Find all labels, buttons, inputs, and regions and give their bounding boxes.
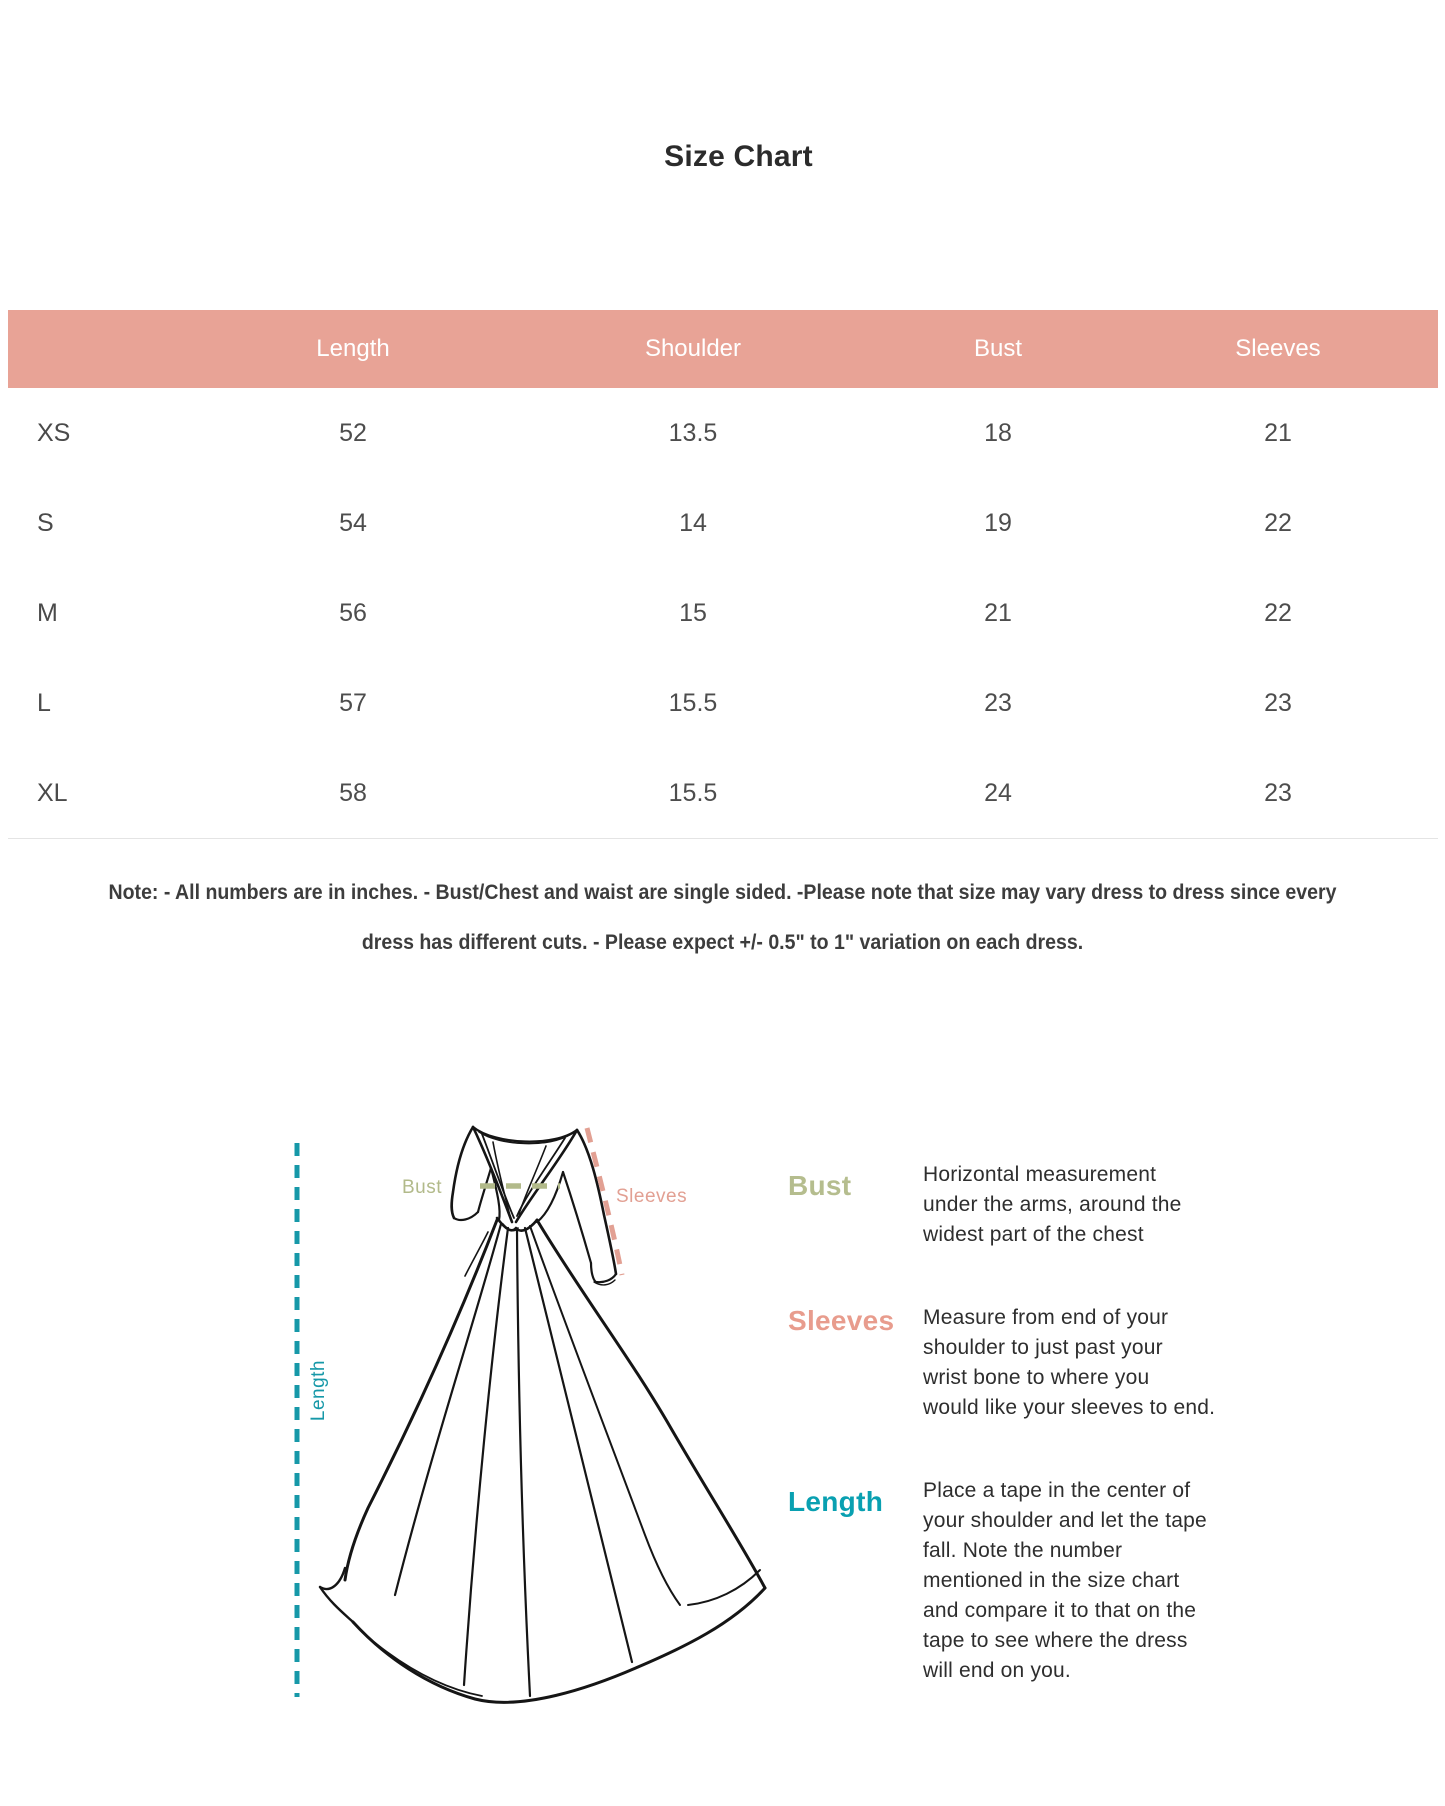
size-table-header <box>8 310 1438 388</box>
header-cell-length: Length <box>316 335 390 362</box>
bust-value-cell: 21 <box>984 598 1012 627</box>
sleeves-value-cell: 22 <box>1264 598 1292 627</box>
table-row <box>8 568 1438 658</box>
guide-description-line: widest part of the chest <box>923 1223 1144 1246</box>
guide-description-line: fall. Note the number <box>923 1539 1123 1562</box>
header-cell-shoulder: Shoulder <box>644 335 742 362</box>
dress-line-art <box>320 1127 765 1702</box>
note-text <box>51 868 1395 968</box>
table-row <box>8 388 1438 478</box>
bust-diagram-label: Bust <box>401 1177 442 1198</box>
note-line: Note: - All numbers are in inches. - Bust/Chest and waist are single sided. -Please note that size may vary dress to dress since every <box>108 881 1337 904</box>
guide-description-line: shoulder to just past your <box>923 1336 1163 1359</box>
header-cell-bust: Bust <box>973 335 1023 362</box>
sleeves-value-cell: 22 <box>1264 508 1292 537</box>
sleeves-value-cell: 23 <box>1264 688 1292 717</box>
table-row <box>8 748 1438 839</box>
guide-description-line: wrist bone to where you <box>923 1366 1150 1389</box>
sleeves-diagram-label: Sleeves <box>616 1186 688 1207</box>
sleeves-value-cell: 23 <box>1264 778 1292 807</box>
guide-description-line: under the arms, around the <box>923 1193 1182 1216</box>
shoulder-value-cell: 13.5 <box>668 418 718 447</box>
length-value-cell: 57 <box>339 688 367 717</box>
length-value-cell: 52 <box>339 418 367 447</box>
guide-description-sleeves <box>923 1303 1215 1423</box>
page-title: Size Chart <box>664 140 813 173</box>
dress-illustration <box>260 1090 780 1730</box>
guide-description-line: mentioned in the size chart <box>923 1569 1180 1592</box>
header-cell-sleeves: Sleeves <box>1235 335 1321 362</box>
shoulder-value-cell: 15.5 <box>668 688 718 717</box>
guide-description-line: Place a tape in the center of <box>923 1479 1191 1502</box>
bust-value-cell: 24 <box>984 778 1012 807</box>
bust-value-cell: 18 <box>984 418 1012 447</box>
guide-term-sleeves: Sleeves <box>788 1305 895 1336</box>
guide-description-line: your shoulder and let the tape <box>923 1509 1207 1532</box>
table-row <box>8 658 1438 748</box>
guide-description-line: Horizontal measurement <box>923 1163 1157 1186</box>
shoulder-value-cell: 15.5 <box>668 778 718 807</box>
guide-description-line: will end on you. <box>923 1659 1071 1682</box>
size-table <box>8 310 1438 839</box>
length-value-cell: 54 <box>339 508 367 537</box>
size-cell: L <box>37 688 51 717</box>
length-value-cell: 56 <box>339 598 367 627</box>
bust-value-cell: 23 <box>984 688 1012 717</box>
guide-description-length <box>923 1476 1207 1686</box>
guide-description-line: Measure from end of your <box>923 1306 1169 1329</box>
shoulder-value-cell: 14 <box>679 508 707 537</box>
guide-description-bust <box>923 1160 1182 1250</box>
bust-value-cell: 19 <box>984 508 1012 537</box>
size-cell: XS <box>37 418 71 447</box>
guide-description-line: would like your sleeves to end. <box>923 1396 1216 1419</box>
length-diagram-label: Length <box>308 1360 329 1422</box>
size-cell: S <box>37 508 54 537</box>
table-row <box>8 478 1438 568</box>
size-cell: M <box>37 598 58 627</box>
size-cell: XL <box>37 778 68 807</box>
guide-description-line: and compare it to that on the <box>923 1599 1197 1622</box>
guide-term-length: Length <box>788 1486 884 1517</box>
guide-term-bust: Bust <box>788 1170 852 1201</box>
shoulder-value-cell: 15 <box>679 598 707 627</box>
length-value-cell: 58 <box>339 778 367 807</box>
note-line: dress has different cuts. - Please expect +/- 0.5" to 1" variation on each dress. <box>361 931 1084 954</box>
guide-description-line: tape to see where the dress <box>923 1629 1188 1652</box>
sleeves-value-cell: 21 <box>1264 418 1292 447</box>
